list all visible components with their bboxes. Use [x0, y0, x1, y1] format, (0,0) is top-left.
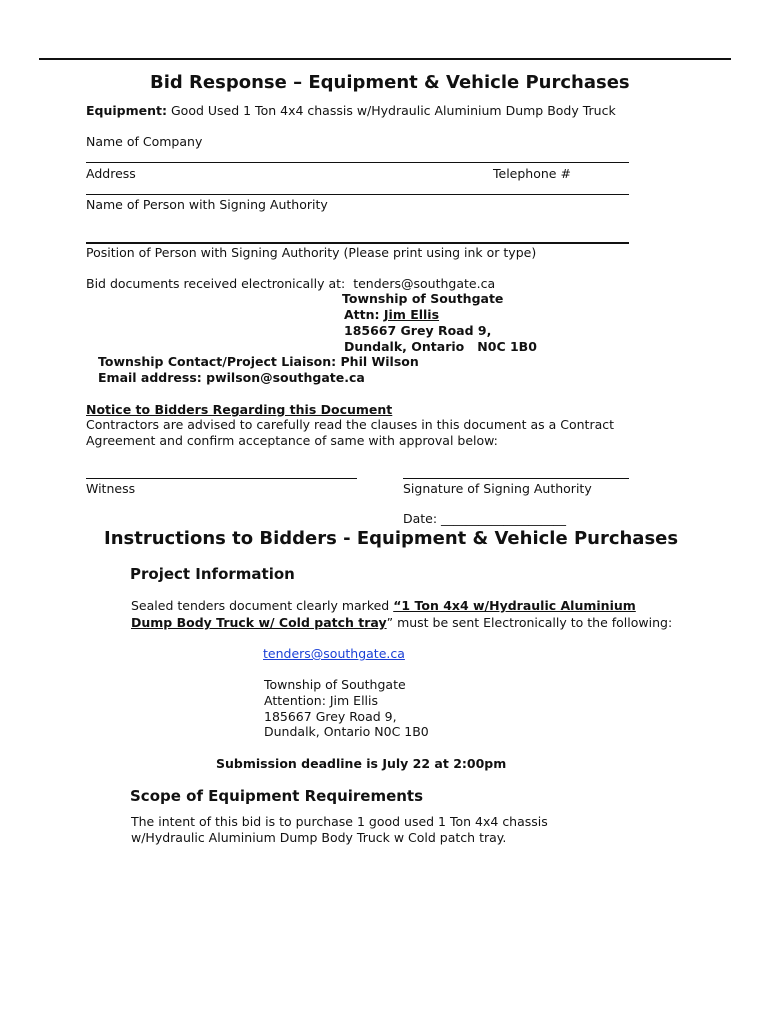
attn-line: [344, 307, 439, 322]
page-title: Bid Response – Equipment & Vehicle Purchases: [150, 72, 630, 93]
instr-address-2: Attention: Jim Ellis: [264, 693, 379, 708]
signature-label: Signature of Signing Authority: [403, 481, 592, 496]
address-line-4: Dundalk, Ontario N0C 1B0: [344, 339, 537, 354]
company-field-line[interactable]: [86, 162, 629, 163]
sealed-marked-1: “1 Ton 4x4 w/Hydraulic Aluminium: [393, 598, 636, 613]
equipment-line: [86, 103, 616, 118]
submission-deadline: Submission deadline is July 22 at 2:00pm: [216, 756, 507, 771]
address-line-1: Township of Southgate: [342, 291, 504, 306]
date-field[interactable]: Date: ____________________: [403, 511, 567, 526]
signing-person-label: Name of Person with Signing Authority: [86, 197, 328, 212]
attn-label: Attn:: [344, 307, 380, 322]
sealed-line-2: [131, 615, 672, 630]
email-line: Email address: pwilson@southgate.ca: [98, 370, 365, 385]
project-heading: Project Information: [130, 565, 295, 583]
witness-field-line[interactable]: [86, 478, 357, 479]
contact-line: Township Contact/Project Liaison: Phil Wilson: [98, 354, 419, 369]
notice-line-1: Contractors are advised to carefully read the clauses in this document as a Contract: [86, 417, 615, 432]
witness-label: Witness: [86, 481, 136, 496]
equipment-label: Equipment:: [86, 103, 167, 118]
scope-line-1: The intent of this bid is to purchase 1 good used 1 Ton 4x4 chassis: [131, 814, 548, 829]
received-label: Bid documents received electronically at:: [86, 276, 346, 291]
instr-address-1: Township of Southgate: [264, 677, 406, 692]
position-field-line[interactable]: [86, 242, 629, 244]
sealed-prefix: Sealed tenders document clearly marked: [131, 598, 394, 613]
received-email: tenders@southgate.ca: [353, 276, 496, 291]
notice-heading: Notice to Bidders Regarding this Document: [86, 402, 393, 417]
position-label: Position of Person with Signing Authority (Please print using ink or type): [86, 245, 537, 260]
notice-line-2: Agreement and confirm acceptance of same with approval below:: [86, 433, 498, 448]
address-line-3: 185667 Grey Road 9,: [344, 323, 492, 338]
address-field-line[interactable]: [86, 194, 629, 195]
instr-address-3: 185667 Grey Road 9,: [264, 709, 397, 724]
attn-name: Jim Ellis: [383, 307, 440, 322]
received-line: [86, 276, 495, 291]
sealed-marked-2: Dump Body Truck w/ Cold patch tray: [131, 615, 387, 630]
signature-field-line[interactable]: [403, 478, 629, 479]
top-rule: [39, 58, 731, 60]
company-label: Name of Company: [86, 134, 203, 149]
equipment-value: Good Used 1 Ton 4x4 chassis w/Hydraulic Aluminium Dump Body Truck: [170, 103, 616, 118]
telephone-label: Telephone #: [493, 166, 571, 181]
tenders-email-link[interactable]: tenders@southgate.ca: [263, 646, 405, 661]
sealed-line-1: [131, 598, 636, 613]
address-label: Address: [86, 166, 136, 181]
instr-address-4: Dundalk, Ontario N0C 1B0: [264, 724, 429, 739]
scope-heading: Scope of Equipment Requirements: [130, 787, 424, 805]
instructions-title: Instructions to Bidders - Equipment & Vehicle Purchases: [104, 528, 679, 549]
scope-line-2: w/Hydraulic Aluminium Dump Body Truck w Cold patch tray.: [131, 830, 507, 845]
sealed-suffix: ” must be sent Electronically to the following:: [386, 615, 673, 630]
